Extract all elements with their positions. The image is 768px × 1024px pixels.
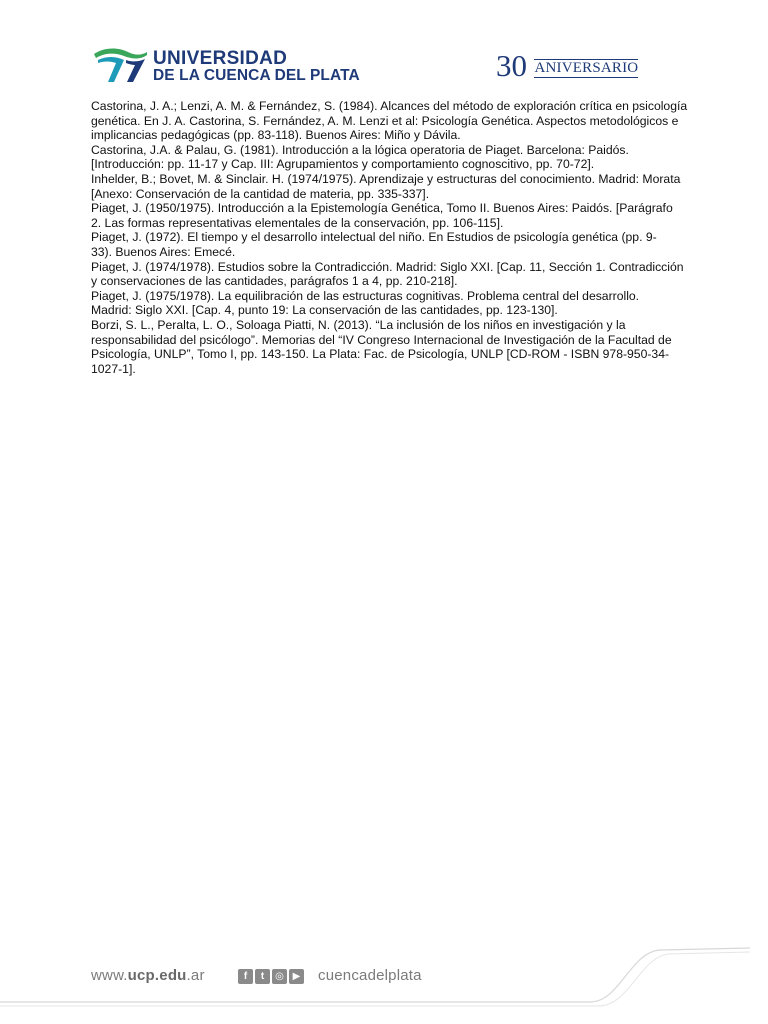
facebook-icon[interactable]: f xyxy=(238,969,253,984)
anniversary-number: 30 xyxy=(496,48,527,83)
instagram-icon[interactable]: ◎ xyxy=(272,969,287,984)
reference-line: Inhelder, B.; Bovet, M. & Sinclair. H. (1974/1975). Aprendizaje y estructuras del conocimiento. Madrid: Morata xyxy=(91,171,681,186)
twitter-icon[interactable]: t xyxy=(255,969,270,984)
reference-line: 33). Buenos Aires: Emecé. xyxy=(91,244,236,259)
url-suffix: .ar xyxy=(186,967,205,984)
reference-list xyxy=(91,99,691,376)
reference-line: Piaget, J. (1950/1975). Introducción a la Epistemología Genética, Tomo II. Buenos Aires: Paidós. [Parágrafo xyxy=(91,201,673,216)
url-domain: ucp.edu xyxy=(127,967,187,984)
reference-line: Madrid: Siglo XXI. [Cap. 4, punto 19: La conservación de las cantidades, pp. 123-130]. xyxy=(91,303,558,318)
anniversary-word: ANIVERSARIO xyxy=(534,60,639,76)
social-handle: cuencadelplata xyxy=(318,967,422,984)
youtube-icon[interactable]: ▶ xyxy=(289,969,304,984)
logo-line-1: UNIVERSIDAD xyxy=(153,48,288,69)
reference-line: Castorina, J. A.; Lenzi, A. M. & Fernández, S. (1984). Alcances del método de exploración crítica en psicología genética. En J. A. Castorina, S. Fernández, A. M. Lenzi et al: Psicología Genética. Aspectos metodológicos e implicancias pedagógicas (pp. 83-118). Buenos Aires: Miño y Dávila. xyxy=(91,99,688,143)
anniversary-logo xyxy=(496,50,638,82)
university-logo-text xyxy=(153,50,360,84)
url-prefix: www. xyxy=(91,967,128,984)
reference-line: [Anexo: Conservación de la cantidad de materia, pp. 335-337]. xyxy=(91,186,430,201)
reference-line: Piaget, J. (1972). El tiempo y el desarrollo intelectual del niño. En Estudios de psicología genética (pp. 9- xyxy=(91,230,657,245)
footer-website-link[interactable] xyxy=(91,967,205,984)
reference-line: Borzi, S. L., Peralta, L. O., Soloaga Piatti, N. (2013). “La inclusión de los niños en investigación y la responsabilidad del psicólogo”. Memorias del “IV Congreso Internacional de Investigación de la Facultad de Psicología, UNLP”, Tomo I, pp. 143-150. La Plata: Fac. de Psicología, UNLP [CD-ROM - ISBN 978-950-34-1027-1]. xyxy=(91,317,672,376)
logo-line-2: DE LA CUENCA DEL PLATA xyxy=(153,67,360,84)
reference-line: Castorina, J.A. & Palau, G. (1981). Introducción a la lógica operatoria de Piaget. Barcelona: Paidós. xyxy=(91,142,629,157)
reference-line: [Introducción: pp. 11-17 y Cap. III: Agrupamientos y comportamiento cognoscitivo, pp. 70-72]. xyxy=(91,157,595,172)
reference-line: Piaget, J. (1974/1978). Estudios sobre la Contradicción. Madrid: Siglo XXI. [Cap. 11, Sección 1. Contradicción y conservaciones de las cantidades, parágrafos 1 a 4, pp. 210-218]. xyxy=(91,259,684,289)
social-icons xyxy=(238,969,306,984)
page-header xyxy=(0,0,768,96)
logo-wave-icon xyxy=(92,46,148,84)
reference-line: 2. Las formas representativas elementales de la conservación, pp. 106-115]. xyxy=(91,215,504,230)
reference-line: Piaget, J. (1975/1978). La equilibración de las estructuras cognitivas. Problema central del desarrollo. xyxy=(91,288,640,303)
